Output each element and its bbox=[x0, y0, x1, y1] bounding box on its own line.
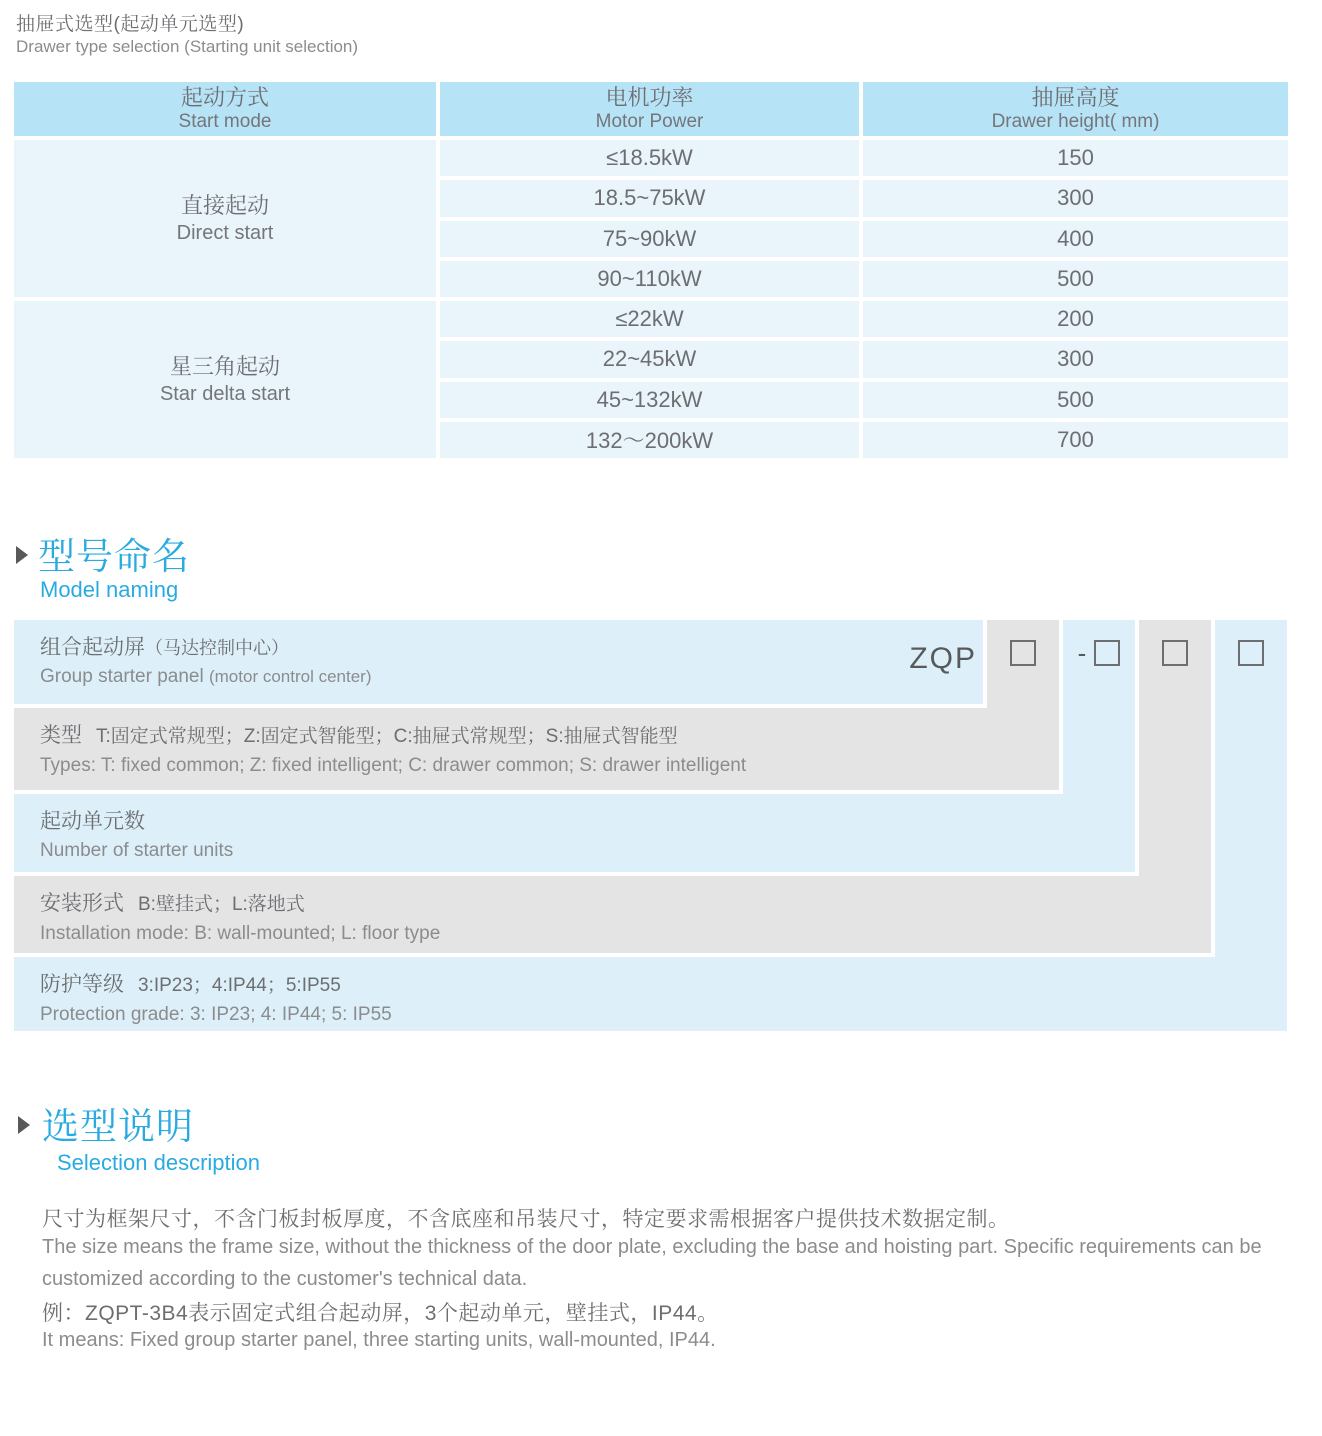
header-motor-power-en: Motor Power bbox=[595, 111, 704, 132]
code-box-protection bbox=[1238, 640, 1264, 666]
column-start-mode bbox=[14, 82, 436, 458]
header-start-mode bbox=[14, 82, 436, 136]
row1-en-label: Group starter panel bbox=[40, 666, 204, 687]
height-cell: 300 bbox=[863, 341, 1288, 377]
section-title-model-naming-cn: 型号命名 bbox=[38, 536, 190, 577]
row1-cn-label: 组合起动屏 bbox=[40, 636, 145, 659]
naming-row-group-starter-panel bbox=[14, 620, 983, 704]
code-box-installation bbox=[1162, 640, 1188, 666]
row5-cn-detail: 3:IP23；4:IP44；5:IP55 bbox=[138, 975, 341, 996]
height-cell: 700 bbox=[863, 422, 1288, 458]
description-line-en-1: The size means the frame size, without the thickness of the door plate, excluding the base and hoisting part. Specific requirements can be bbox=[42, 1236, 1262, 1258]
column-drawer-height bbox=[863, 82, 1288, 458]
power-cell: 22~45kW bbox=[440, 341, 859, 377]
power-cell: ≤18.5kW bbox=[440, 140, 859, 176]
power-cell: 75~90kW bbox=[440, 221, 859, 257]
column-motor-power bbox=[440, 82, 859, 458]
power-cell: 18.5~75kW bbox=[440, 180, 859, 216]
row2-cn-detail: T:固定式常规型；Z:固定式智能型；C:抽屉式常规型；S:抽屉式智能型 bbox=[96, 726, 678, 747]
naming-row-protection-grade bbox=[14, 957, 1287, 1031]
row1-en-detail: (motor control center) bbox=[208, 667, 372, 686]
row5-en: Protection grade: 3: IP23; 4: IP44; 5: IP55 bbox=[40, 1004, 392, 1025]
height-cell: 500 bbox=[863, 261, 1288, 297]
page-title-cn: 抽屉式选型(起动单元选型) bbox=[16, 14, 245, 35]
model-naming-diagram bbox=[14, 620, 1288, 1032]
header-drawer-height-cn: 抽屉高度 bbox=[1031, 85, 1120, 110]
power-cell: ≤22kW bbox=[440, 301, 859, 337]
group-star-delta-start bbox=[14, 301, 436, 458]
section-arrow-icon bbox=[16, 546, 28, 564]
model-code-zqp: ZQP bbox=[909, 642, 977, 675]
power-cell: 132～200kW bbox=[440, 422, 859, 458]
power-cell: 90~110kW bbox=[440, 261, 859, 297]
row2-en: Types: T: fixed common; Z: fixed intelligent; C: drawer common; S: drawer intelligent bbox=[40, 755, 747, 776]
header-drawer-height bbox=[863, 82, 1288, 136]
naming-row-types bbox=[14, 708, 1059, 790]
header-motor-power bbox=[440, 82, 859, 136]
row1-cn-detail: （马达控制中心） bbox=[145, 638, 289, 658]
row5-cn-label: 防护等级 bbox=[40, 973, 124, 996]
header-start-mode-cn: 起动方式 bbox=[180, 85, 269, 110]
section-title-model-naming-en: Model naming bbox=[40, 577, 179, 602]
naming-row-starter-units bbox=[14, 794, 1135, 872]
page-title-en: Drawer type selection (Starting unit selection) bbox=[16, 37, 359, 56]
header-motor-power-cn: 电机功率 bbox=[605, 85, 694, 110]
header-start-mode-en: Start mode bbox=[178, 111, 272, 132]
row4-en: Installation mode: B: wall-mounted; L: floor type bbox=[40, 923, 441, 944]
group-direct-start bbox=[14, 140, 436, 297]
header-drawer-height-en: Drawer height( mm) bbox=[991, 111, 1160, 132]
group-direct-start-en: Direct start bbox=[176, 221, 274, 244]
row3-en: Number of starter units bbox=[40, 840, 234, 861]
dash-separator: - bbox=[1077, 638, 1087, 668]
power-cell: 45~132kW bbox=[440, 382, 859, 418]
section-arrow-icon bbox=[18, 1116, 30, 1134]
height-cell: 150 bbox=[863, 140, 1288, 176]
height-cell: 300 bbox=[863, 180, 1288, 216]
height-cell: 400 bbox=[863, 221, 1288, 257]
section-title-selection-description-en: Selection description bbox=[57, 1150, 261, 1175]
row3-cn-label: 起动单元数 bbox=[40, 810, 145, 833]
group-direct-start-cn: 直接起动 bbox=[180, 192, 269, 218]
row4-cn-label: 安装形式 bbox=[40, 892, 124, 915]
group-star-delta-cn: 星三角起动 bbox=[169, 353, 280, 379]
naming-row-installation-mode bbox=[14, 876, 1211, 953]
row4-cn-detail: B:壁挂式；L:落地式 bbox=[138, 894, 305, 915]
description-line-en-3: It means: Fixed group starter panel, three starting units, wall-mounted, IP44. bbox=[42, 1329, 716, 1351]
code-box-type bbox=[1010, 640, 1036, 666]
row2-cn-label: 类型 bbox=[40, 724, 82, 747]
description-line-cn-1: 尺寸为框架尺寸，不含门板封板厚度，不含底座和吊装尺寸，特定要求需根据客户提供技术数据定制。 bbox=[42, 1208, 1010, 1231]
height-cell: 500 bbox=[863, 382, 1288, 418]
description-line-cn-2: 例：ZQPT-3B4表示固定式组合起动屏，3个起动单元，壁挂式，IP44。 bbox=[42, 1302, 719, 1325]
height-cell: 200 bbox=[863, 301, 1288, 337]
code-box-units bbox=[1094, 640, 1120, 666]
description-line-en-2: customized according to the customer's technical data. bbox=[42, 1268, 528, 1290]
drawer-selection-table bbox=[14, 82, 1288, 458]
group-star-delta-en: Star delta start bbox=[159, 382, 291, 405]
section-title-selection-description-cn: 选型说明 bbox=[42, 1106, 194, 1147]
